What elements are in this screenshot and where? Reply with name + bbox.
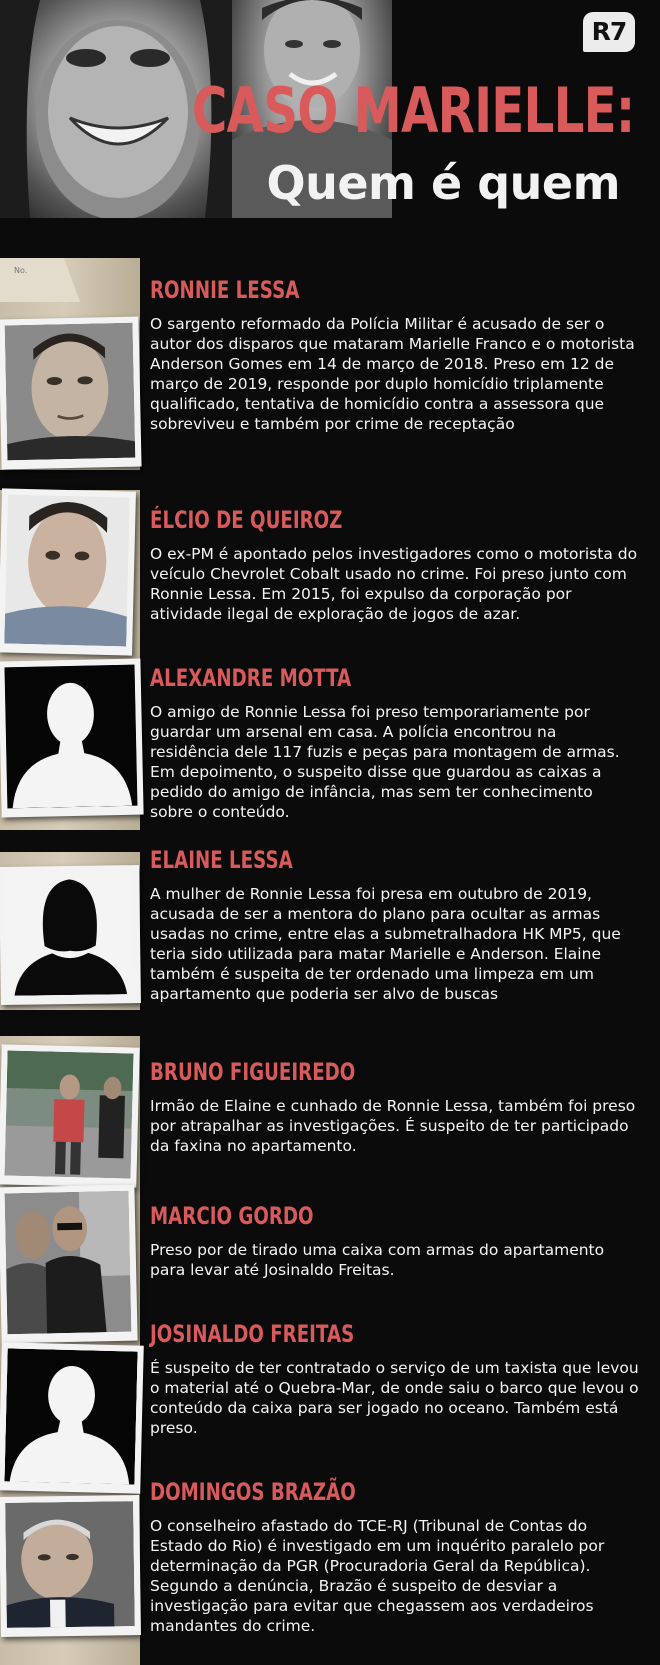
photo-street-scene-icon bbox=[5, 1050, 134, 1178]
person-description: O sargento reformado da Polícia Militar é acusado de ser o autor dos disparos que mataram Marielle Franco e o motorista Anderson Gomes em 14 de março de 2018. Preso em 12 de março de 2019, responde por duplo homicídio triplamente qualificado, tentativa de homicídio contra a assessora que sobreviveu e também por crime de receptação bbox=[150, 315, 635, 433]
person-card-ronnie-lessa bbox=[150, 276, 640, 434]
person-name: DOMINGOS BRAZÃO bbox=[150, 1478, 356, 1506]
folder-divider bbox=[0, 830, 140, 852]
page-subtitle: Quem é quem bbox=[266, 156, 620, 210]
person-photo-elcio-de-queiroz bbox=[0, 488, 136, 655]
photo-portrait-icon bbox=[5, 1501, 135, 1628]
person-photo-marcio-gordo bbox=[0, 1185, 138, 1344]
person-photo-domingos-brazao bbox=[0, 1495, 141, 1637]
person-photo-bruno-figueiredo bbox=[0, 1044, 140, 1187]
person-description: O ex-PM é apontado pelos investigadores como o motorista do veículo Chevrolet Cobalt usado no crime. Foi preso junto com Ronnie Lessa. Em 2015, foi expulso da corporação por atividade ilegal de exploração de jogos de azar. bbox=[150, 545, 638, 623]
person-photo-alexandre-motta bbox=[0, 659, 144, 818]
header-banner bbox=[0, 0, 660, 218]
person-description: A mulher de Ronnie Lessa foi presa em outubro de 2019, acusada de ser a mentora do plano para ocultar as armas usadas no crime, entre elas a submetralhadora HK MP5, que teria sido utilizada para matar Marielle e Anderson. Elaine também é suspeita de ter ordenado uma limpeza em um apartamento que poderia ser alvo de buscas bbox=[150, 885, 621, 1003]
person-photo-josinaldo-freitas bbox=[0, 1342, 144, 1493]
person-description: É suspeito de ter contratado o serviço de um taxista que levou o material até o Quebra-Mar, de onde saiu o barco que levou o conteúdo da caixa para ser jogado no oceano. Também está preso. bbox=[150, 1359, 639, 1437]
folder-divider bbox=[0, 1010, 140, 1036]
person-description: O amigo de Ronnie Lessa foi preso temporariamente por guardar um arsenal em casa. A polícia encontrou na residência dele 117 fuzis e peças para montagem de armas. Em depoimento, o suspeito disse que guardou as caixas a pedido do amigo de infância, mas sem ter conhecimento sobre o conteúdo. bbox=[150, 703, 620, 821]
person-name: ÉLCIO DE QUEIROZ bbox=[150, 506, 343, 534]
person-name: BRUNO FIGUEIREDO bbox=[150, 1058, 356, 1086]
person-photo-ronnie-lessa bbox=[0, 317, 142, 470]
photo-portrait-icon bbox=[4, 495, 130, 647]
person-photo-elaine-lessa bbox=[0, 865, 141, 1005]
person-name: ELAINE LESSA bbox=[150, 846, 293, 874]
r7-logo: R7 bbox=[583, 12, 635, 52]
silhouette-female-icon bbox=[5, 871, 135, 996]
silhouette-male-icon bbox=[4, 1348, 137, 1484]
person-name: JOSINALDO FREITAS bbox=[150, 1320, 355, 1348]
person-name: MARCIO GORDO bbox=[150, 1202, 314, 1230]
person-card-alexandre-motta bbox=[150, 664, 640, 822]
person-description: Preso por de tirado uma caixa com armas do apartamento para levar até Josinaldo Freitas. bbox=[150, 1241, 605, 1279]
folder-divider bbox=[0, 470, 140, 490]
photo-portrait-icon bbox=[5, 323, 136, 461]
person-description: O conselheiro afastado do TCE-RJ (Tribunal de Contas do Estado do Rio) é investigado em um inquérito paralelo por determinação da PGR (Procuradoria Geral da República). Segundo a denúncia, Brazão é suspeito de desviar a investigação para evitar que chegassem aos verdadeiros mandantes do crime. bbox=[150, 1517, 605, 1635]
silhouette-male-icon bbox=[5, 665, 138, 809]
person-card-domingos-brazao bbox=[150, 1478, 640, 1636]
person-card-josinaldo-freitas bbox=[150, 1320, 640, 1438]
folder-tab-mark: No. bbox=[14, 266, 28, 275]
person-card-marcio-gordo bbox=[150, 1202, 640, 1280]
person-name: RONNIE LESSA bbox=[150, 276, 300, 304]
person-description: Irmão de Elaine e cunhado de Ronnie Lessa, também foi preso por atrapalhar as investigações. É suspeito de ter participado da faxina no apartamento. bbox=[150, 1097, 636, 1155]
person-card-elaine-lessa bbox=[150, 846, 640, 1004]
person-card-bruno-figueiredo bbox=[150, 1058, 640, 1156]
person-name: ALEXANDRE MOTTA bbox=[150, 664, 352, 692]
page-title: CASO MARIELLE: bbox=[191, 74, 634, 147]
person-card-elcio-de-queiroz bbox=[150, 506, 640, 624]
photo-street-scene-icon bbox=[5, 1191, 132, 1335]
